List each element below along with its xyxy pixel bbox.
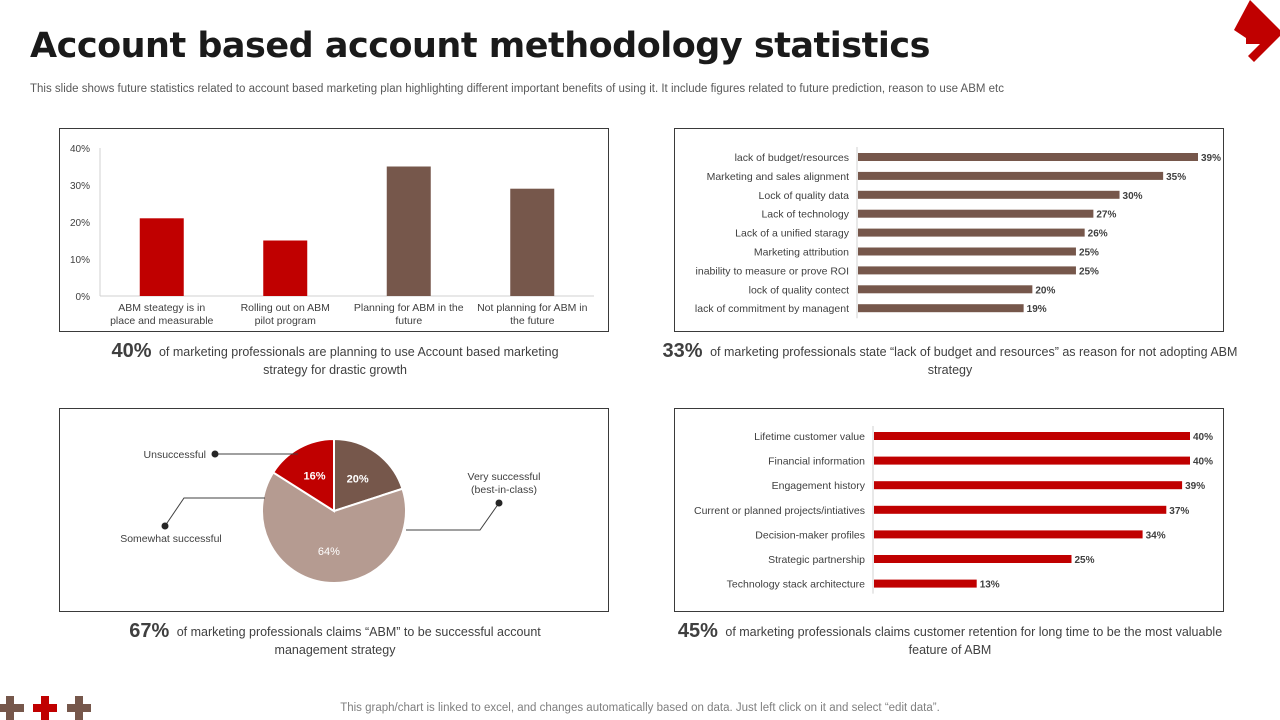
annotation-unsuccessful: Unsuccessful — [143, 449, 206, 461]
success-pie-chart[interactable] — [59, 408, 609, 612]
leader-dot — [212, 451, 219, 458]
category-label: Decision-maker profiles — [755, 529, 865, 542]
y-tick-label: 10% — [69, 255, 90, 266]
caption-percent: 40% — [111, 340, 152, 362]
category-label: Engagement history — [771, 480, 865, 493]
bar — [858, 191, 1120, 199]
barriers-svg — [675, 129, 1223, 331]
caption-percent: 67% — [129, 620, 170, 642]
caption-text: of marketing professionals claims “ABM” to be successful account management strategy — [176, 625, 541, 657]
y-tick-label: 0% — [75, 292, 90, 303]
data-label: 25% — [1078, 247, 1099, 259]
leader-dot — [496, 500, 503, 507]
data-label: 35% — [1166, 171, 1187, 183]
data-label: 37% — [1169, 505, 1190, 517]
data-label: 20% — [1035, 285, 1056, 297]
valuable-features-chart[interactable] — [674, 408, 1224, 612]
caption-percent: 33% — [662, 340, 703, 362]
data-label: 25% — [1074, 555, 1095, 566]
data-label: 25% — [1078, 266, 1099, 278]
caption-percent: 45% — [677, 620, 718, 642]
category-label: Technology stack architecture — [726, 578, 865, 591]
leader-dot — [162, 523, 169, 530]
x-tick-label: Rolling out on ABM pilot program — [240, 302, 330, 327]
bar — [874, 506, 1166, 514]
caption-barriers — [655, 342, 1245, 379]
category-label: lack of commitment by managent — [694, 303, 849, 316]
category-label: inability to measure or prove ROI — [695, 265, 849, 278]
page-title: Account based account methodology statistics — [30, 26, 930, 66]
caption-abm-adoption — [110, 342, 560, 379]
bar — [858, 304, 1024, 312]
category-label: lack of budget/resources — [734, 152, 849, 164]
category-label: Lock of quality data — [758, 189, 849, 202]
x-tick-label: Not planning for ABM in the future — [477, 302, 588, 327]
data-label: 26% — [1087, 228, 1108, 240]
category-label: Financial information — [768, 455, 865, 468]
caption-text: of marketing professionals are planning to use Account based marketing strategy for drastic growth — [158, 345, 559, 377]
data-label: 34% — [1145, 530, 1166, 542]
abm-adoption-chart[interactable] — [59, 128, 609, 332]
bar — [510, 189, 554, 296]
category-label: Lack of technology — [761, 208, 849, 221]
category-label: Lack of a unified staragy — [735, 227, 849, 240]
data-label: 39% — [1185, 481, 1206, 493]
caption-text: of marketing professionals state “lack of budget and resources” as reason for not adopting ABM strategy — [710, 345, 1238, 377]
bar — [858, 266, 1076, 274]
annotation-best-in-class: (best-in-class) — [471, 484, 537, 496]
bar — [858, 229, 1085, 237]
bar — [387, 167, 431, 297]
slice-label: 64% — [317, 546, 340, 559]
bar — [874, 457, 1190, 465]
bar — [858, 248, 1076, 256]
x-tick-label: Planning for ABM in the future — [353, 302, 464, 327]
success-pie-svg — [60, 409, 608, 611]
annotation-very-successful: Very successful — [467, 471, 541, 483]
brand-logo-icon — [1216, 0, 1280, 64]
category-label: Current or planned projects/intiatives — [693, 504, 865, 517]
annotation-somewhat-successful: Somewhat successful — [120, 533, 222, 545]
data-label: 30% — [1122, 190, 1143, 202]
data-label: 40% — [1193, 432, 1214, 443]
y-tick-label: 40% — [69, 144, 90, 155]
bar — [874, 481, 1182, 489]
features-svg — [675, 409, 1223, 611]
footer-note: This graph/chart is linked to excel, and changes automatically based on data. Just left click on it and select “edit data”. — [340, 702, 940, 714]
caption-success — [105, 622, 565, 659]
bar — [858, 210, 1093, 218]
leader-line — [406, 503, 499, 530]
page-subtitle: This slide shows future statistics related to account based marketing plan highlighting different important benefits of using it. It include figures related to future prediction, reason to use ABM etc — [30, 83, 1004, 95]
category-label: Lifetime customer value — [754, 431, 865, 443]
y-tick-label: 30% — [69, 181, 90, 192]
bar — [858, 153, 1198, 161]
category-label: Marketing attribution — [753, 246, 849, 259]
bar — [874, 555, 1072, 563]
x-tick-label: ABM steategy is in place and measurable — [110, 302, 214, 327]
data-label: 39% — [1201, 153, 1222, 164]
caption-features — [670, 622, 1230, 659]
bar — [874, 580, 977, 588]
slice-label: 16% — [303, 470, 326, 483]
y-tick-label: 20% — [69, 218, 90, 229]
data-label: 27% — [1096, 209, 1117, 221]
abm-adoption-svg — [60, 129, 608, 331]
category-label: Marketing and sales alignment — [706, 170, 849, 183]
data-label: 19% — [1026, 304, 1047, 316]
bar — [874, 432, 1190, 440]
bar — [263, 241, 307, 297]
data-label: 40% — [1193, 456, 1214, 468]
bar — [874, 530, 1143, 538]
category-label: Strategic partnership — [768, 554, 865, 566]
bar — [140, 218, 184, 296]
bar — [858, 172, 1163, 180]
slice-label: 20% — [346, 473, 369, 486]
category-label: lock of quality contect — [748, 284, 849, 297]
barriers-chart[interactable] — [674, 128, 1224, 332]
leader-line — [165, 498, 265, 526]
bar — [858, 285, 1032, 293]
caption-text: of marketing professionals claims customer retention for long time to be the most valuable feature of ABM — [725, 625, 1223, 657]
data-label: 13% — [979, 579, 1000, 591]
